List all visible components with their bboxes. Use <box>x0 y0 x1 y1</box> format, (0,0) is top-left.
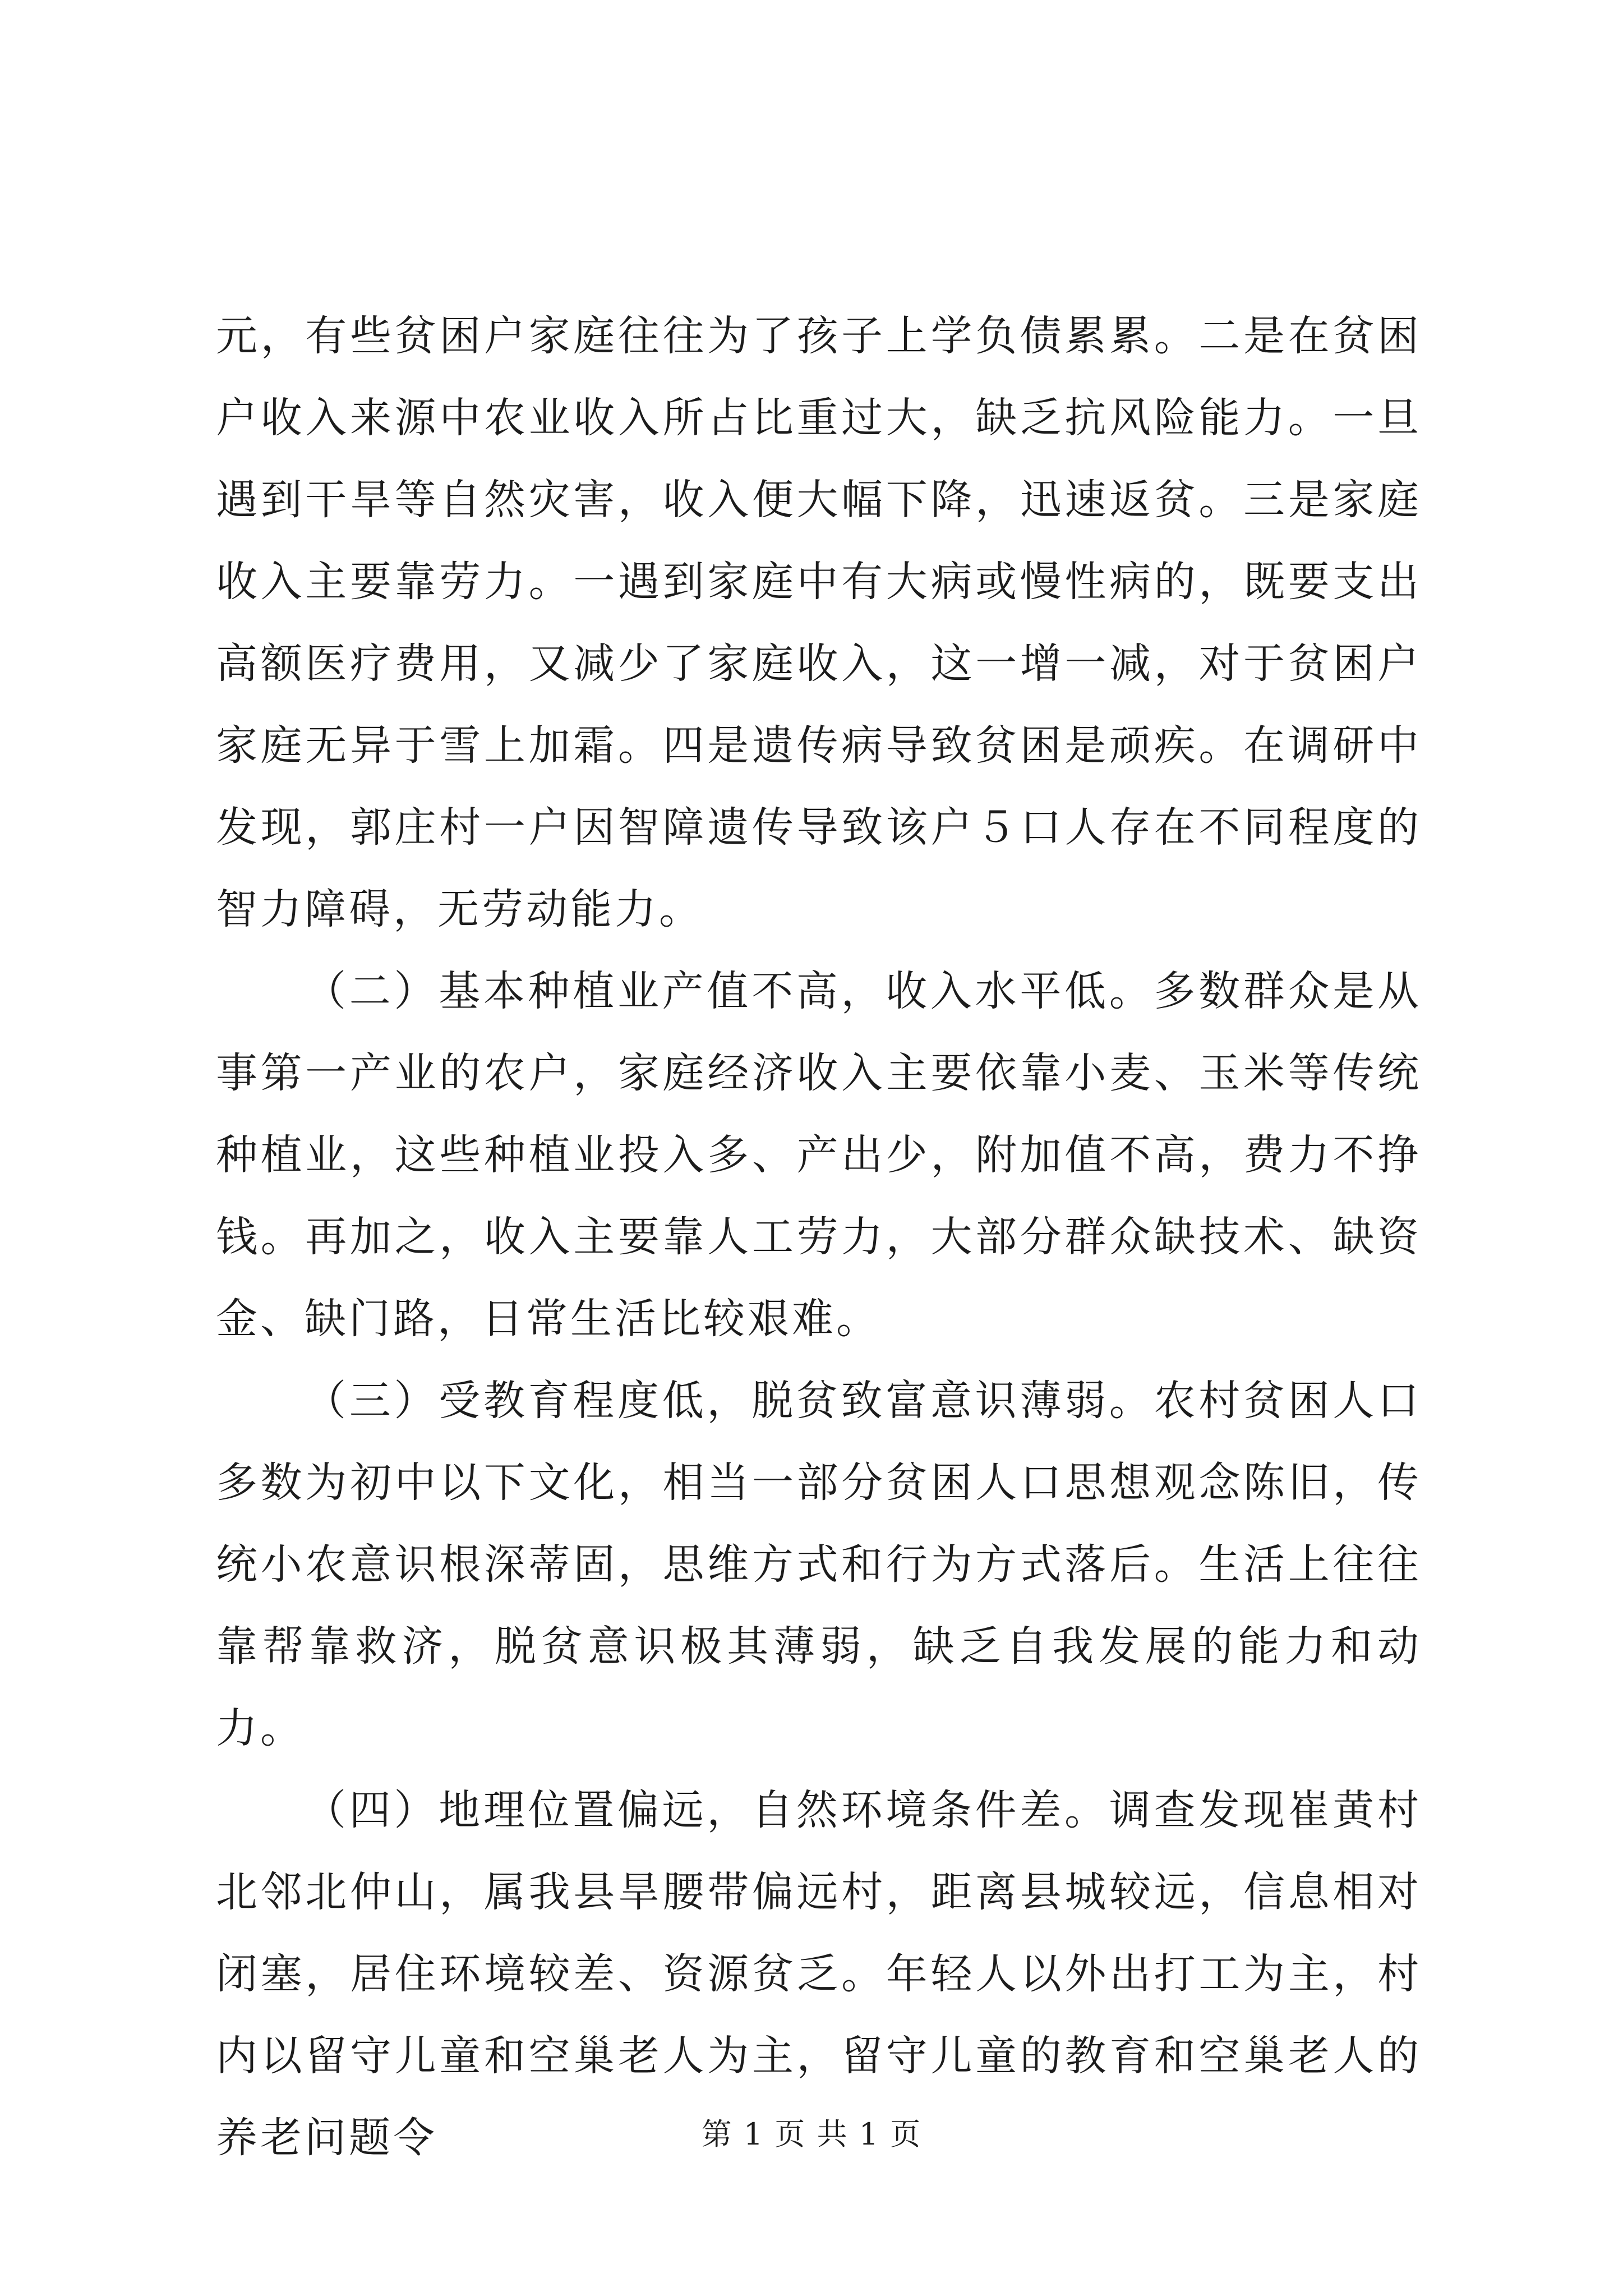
page-number-footer: 第 1 页 共 1 页 <box>701 2116 922 2152</box>
paragraph-section-four: （四）地理位置偏远，自然环境条件差。调查发现崔黄村北邻北仲山，属我县旱腰带偏远村，距离县城较远，信息相对闭塞，居住环境较差、资源贫乏。年轻人以外出打工为主，村内以留守儿童和空巢老人为主，留守儿童的教育和空巢老人的养老问题令 <box>216 1786 1422 2162</box>
document-body <box>216 295 1422 2179</box>
paragraph-section-two: （二）基本种植业产值不高，收入水平低。多数群众是从事第一产业的农户，家庭经济收入主要依靠小麦、玉米等传统种植业，这些种植业投入多、产出少，附加值不高，费力不挣钱。再加之，收入主要靠人工劳力，大部分群众缺技术、缺资金、缺门路，日常生活比较艰难。 <box>216 967 1422 1343</box>
paragraph-continued: 元，有些贫困户家庭往往为了孩子上学负债累累。二是在贫困户收入来源中农业收入所占比重过大，缺乏抗风险能力。一旦遇到干旱等自然灾害，收入便大幅下降，迅速返贫。三是家庭收入主要靠劳力。一遇到家庭中有大病或慢性病的，既要支出高额医疗费用，又减少了家庭收入，这一增一减，对于贫困户家庭无异于雪上加霜。四是遗传病导致贫困是顽疾。在调研中发现，郭庄村一户因智障遗传导致该户５口人存在不同程度的智力障碍，无劳动能力。 <box>216 312 1422 933</box>
paragraph-section-three: （三）受教育程度低，脱贫致富意识薄弱。农村贫困人口多数为初中以下文化，相当一部分贫困人口思想观念陈旧，传统小农意识根深蒂固，思维方式和行为方式落后。生活上往往靠帮靠救济，脱贫意识极其薄弱，缺乏自我发展的能力和动力。 <box>216 1377 1422 1752</box>
